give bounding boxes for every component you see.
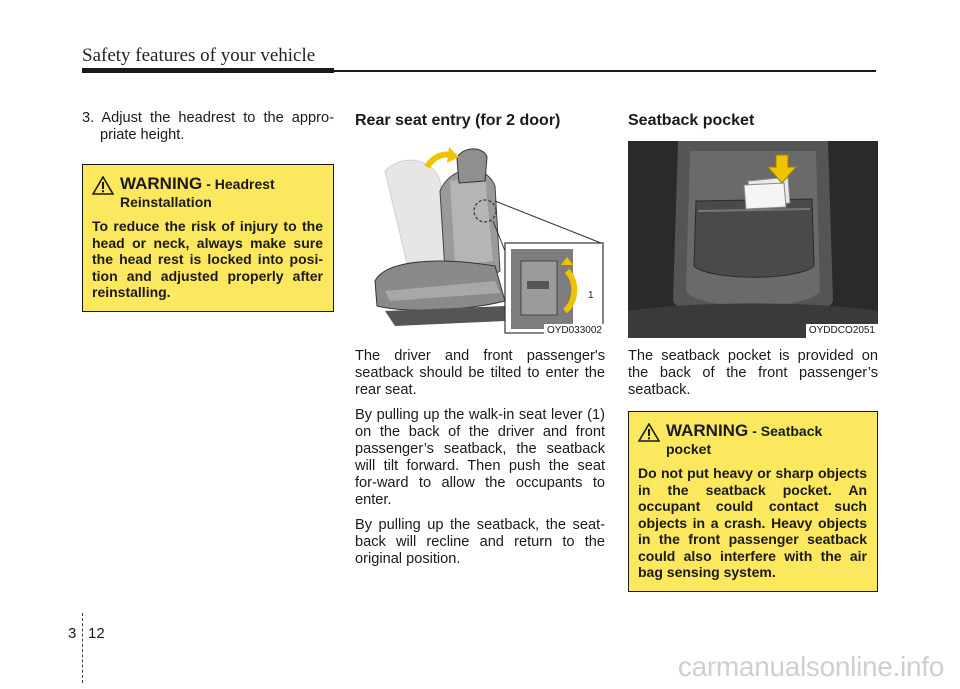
figure-code: OYD033002: [544, 324, 605, 338]
column-left: [82, 110, 334, 312]
warning-body: To reduce the risk of injury to the head or neck, always make sure the head rest is locked into posi-tion and adjusted properly after reinstalling.: [92, 218, 323, 300]
warning-title: WARNING: [120, 174, 203, 193]
paragraph-2: By pulling up the walk-in seat lever (1) on the back of the driver and front passenger’s seatback, the seatback will tilt forward. Then push the seat for-ward to allow the occupants to enter.: [355, 407, 605, 508]
warning-box-seatback-pocket: [628, 411, 878, 592]
seatback-pocket-graphic: [628, 141, 878, 338]
footer-divider: [82, 613, 84, 683]
warning-title: WARNING: [666, 421, 749, 440]
warning-subtitle: - Seatback pocket: [666, 423, 823, 457]
warning-subtitle: - Headrest Reinstallation: [120, 176, 275, 210]
paragraph-3: By pulling up the seatback, the seat-back will recline and return to the original position.: [355, 517, 605, 567]
seatback-pocket-photo: [628, 141, 878, 338]
page-number: 12: [88, 625, 105, 642]
watermark-text: carmanualsonline.info: [677, 651, 944, 682]
step-3-text: 3. Adjust the headrest to the appro-priate height.: [82, 110, 334, 143]
seat-illustration-graphic: [355, 141, 605, 338]
figure-code: OYDDCO2051: [806, 324, 878, 338]
paragraph-1: The driver and front passenger's seatback should be tilted to enter the rear seat.: [355, 348, 605, 398]
header-rule-thin: [334, 70, 876, 72]
warning-body: Do not put heavy or sharp objects in the seatback pocket. An occupant could contact such objects in a crash. Heavy objects in the front passenger seatback could also interfere with the air bag sensing system.: [638, 465, 867, 580]
column-middle: [355, 110, 605, 576]
seat-lever-illustration: [355, 141, 605, 338]
warning-box-headrest: [82, 164, 334, 312]
section-number: 3: [68, 625, 77, 642]
callout-number-1: 1: [588, 290, 594, 301]
section-heading-rear-seat-entry: Rear seat entry (for 2 door): [355, 112, 561, 129]
section-heading-seatback-pocket: Seatback pocket: [628, 112, 755, 129]
header-rule-thick: [82, 68, 334, 73]
paragraph-seatback-pocket: The seatback pocket is provided on the back of the front passenger’s seatback.: [628, 348, 878, 398]
page-header-title: Safety features of your vehicle: [82, 45, 316, 66]
warning-triangle-icon: [638, 423, 660, 442]
warning-triangle-icon: [92, 176, 114, 195]
column-right: [628, 110, 878, 592]
